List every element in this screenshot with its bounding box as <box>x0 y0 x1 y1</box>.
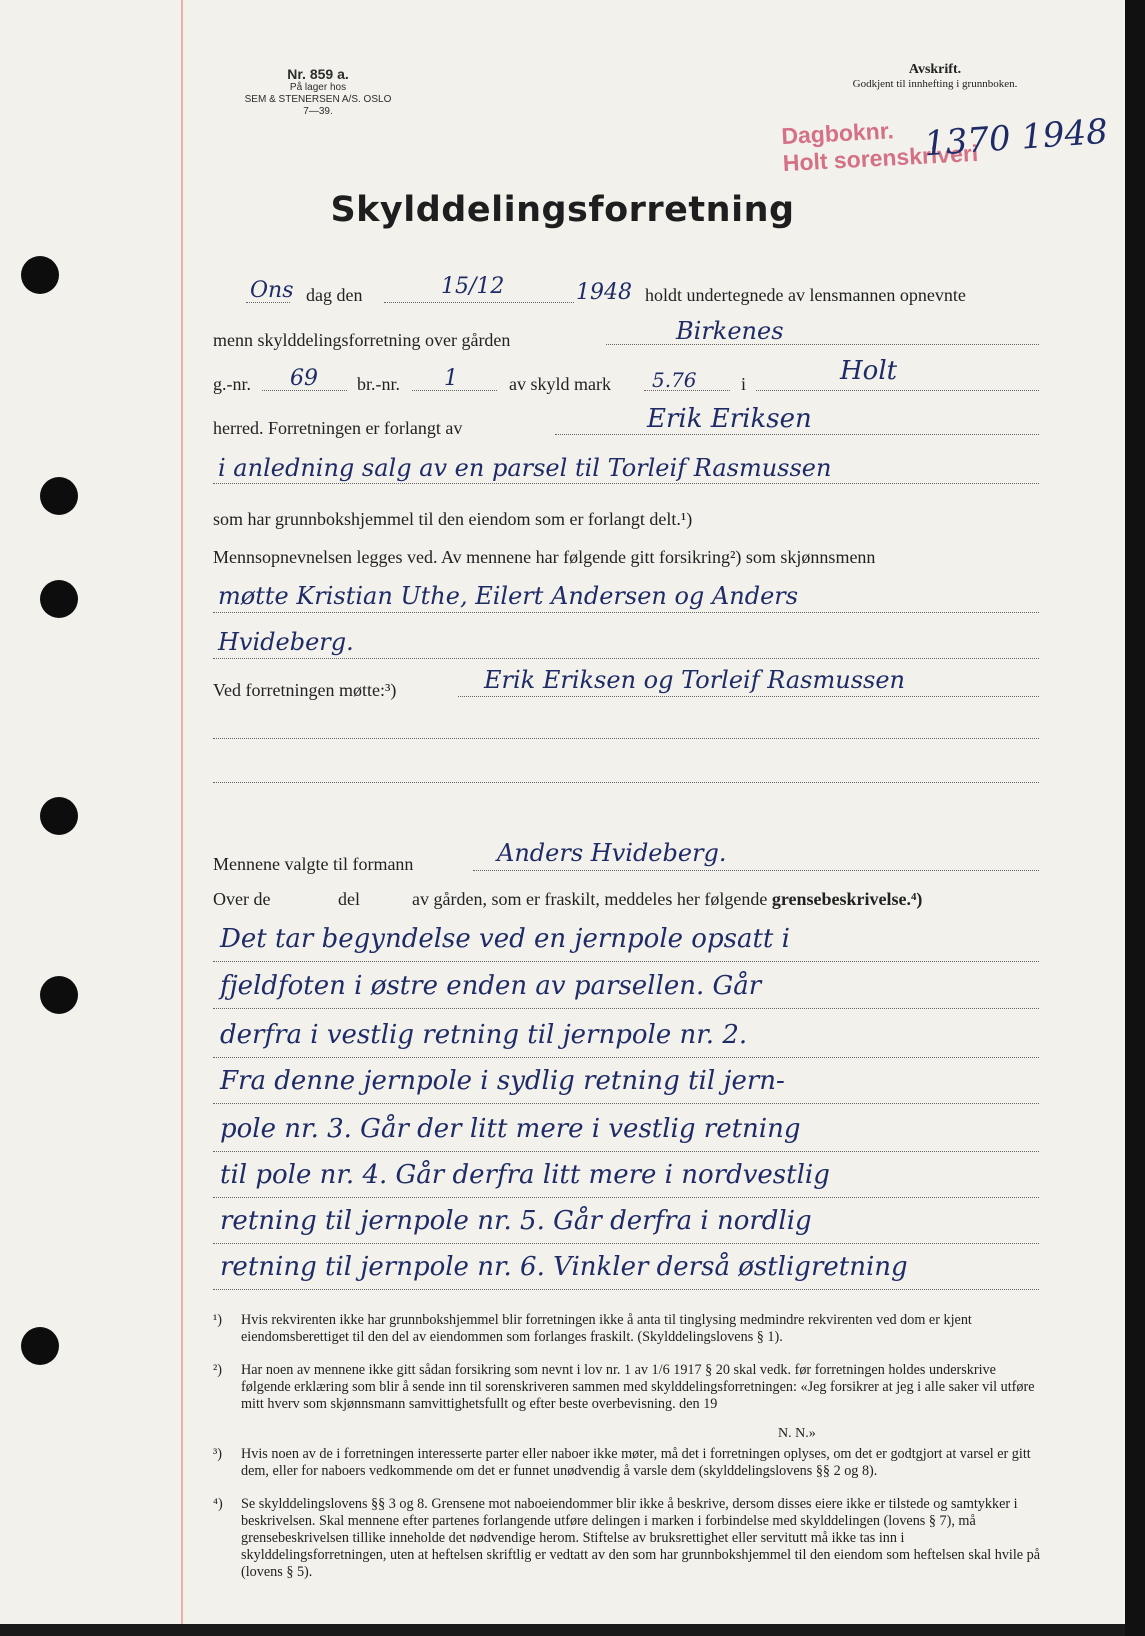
hw-year: 1948 <box>576 280 632 305</box>
line11-text: Mennene valgte til formann <box>213 854 414 874</box>
avskrift-heading: Avskrift. <box>908 62 962 77</box>
avskrift-block <box>820 62 1050 90</box>
fill-line <box>213 1197 1039 1198</box>
fill-line <box>213 782 1039 783</box>
scan-edge <box>1125 0 1145 1636</box>
line4-text: herred. Forretningen er forlangt av <box>213 418 463 438</box>
stamp-line-2: Holt sorenskriveri <box>782 139 979 177</box>
godkjent-text: Godkjent til innhefting i grunnboken. <box>852 78 1018 90</box>
fill-line <box>213 1057 1039 1058</box>
line12-rest: av gården, som er fraskilt, meddeles her følgende <box>412 889 768 909</box>
page-title: Skylddelingsforretning <box>330 190 795 230</box>
label-brnr: br.-nr. <box>357 374 400 394</box>
label-gnr: g.-nr. <box>213 374 251 394</box>
hw-present: Erik Eriksen og Torleif Rasmussen <box>484 666 905 694</box>
printer-imprint <box>228 66 408 118</box>
footnote-num: ⁴) <box>213 1496 223 1512</box>
fill-line <box>213 1289 1039 1290</box>
punch-hole <box>40 797 78 835</box>
hw-chairman: Anders Hvideberg. <box>497 839 727 867</box>
line12-bold: grensebeskrivelse.⁴) <box>771 889 923 909</box>
description-line: fjeldfoten i østre enden av parsellen. Går <box>220 971 762 1001</box>
signature-placeholder: N. N.» <box>778 1426 816 1441</box>
hw-date: 15/12 <box>441 274 505 299</box>
description-line: retning til jernpole nr. 6. Vinkler derså østligretning <box>220 1252 908 1282</box>
hw-gnr: 69 <box>290 366 318 391</box>
printer-name: SEM & STENERSEN A/S. OSLO <box>244 94 392 105</box>
description-line: Det tar begyndelse ved en jernpole opsatt i <box>220 924 790 954</box>
fill-line <box>213 1151 1039 1152</box>
line10-text: Ved forretningen møtte:³) <box>213 680 397 700</box>
punch-hole <box>21 256 59 294</box>
hw-appraisers-cont: Hvideberg. <box>218 628 354 656</box>
fill-line <box>213 961 1039 962</box>
footnote-text: Hvis rekvirenten ikke har grunnbokshjemmel blir forretningen ikke å anta til tinglysing medmindre rekvirenten ved dom er kjent eiendomsberettiget til den del av eiendommen som forlanges fraskilt. (Skylddelingslovens § 1). <box>241 1312 972 1345</box>
fill-line <box>644 390 730 391</box>
printer-date: 7—39. <box>303 106 333 117</box>
fill-line <box>555 434 1039 435</box>
label-skyld: av skyld mark <box>509 374 611 394</box>
label-i: i <box>741 374 747 394</box>
footnote-4 <box>213 1496 1043 1581</box>
fill-line <box>606 344 1039 345</box>
line7-text: Mennsopnevnelsen legges ved. Av mennene har følgende gitt forsikring²) som skjønnsmenn <box>213 547 876 567</box>
line6-text: som har grunnbokshjemmel til den eiendom som er forlangt delt.¹) <box>213 509 693 529</box>
form-number: Nr. 859 a. <box>287 66 349 82</box>
stamp-handwritten-number: 1370 1948 <box>922 111 1110 165</box>
fill-line <box>458 696 1039 697</box>
footnote-text: Hvis noen av de i forretningen interesserte parter eller naboer ikke møter, må det i forretningen oplyses, om det er godtgjort at varsel er gitt dem, eller for naboers vedkommende om det er funnet unødvendig å varsle dem (skylddelingslovens §§ 2 og 8). <box>241 1446 1031 1479</box>
fill-line <box>213 1008 1039 1009</box>
footnote-text: Har noen av mennene ikke gitt sådan forsikring som nevnt i lov nr. 1 av 1/6 1917 § 20 skal vedk. før forretningen holdes underskrive følgende erklæring som blir å sende inn til sorenskriveren sammen med skylddelingsforretningen: «Jeg forsikrer at jeg i alle saker vil utføre mitt hverv som skjønnsmann samvittighetsfullt og efter beste overbevisning. den 19 <box>241 1362 1035 1412</box>
punch-hole <box>21 1327 59 1365</box>
hw-brnr: 1 <box>444 366 458 391</box>
hw-requester: Erik Eriksen <box>647 404 812 434</box>
footnote-1 <box>213 1312 1043 1346</box>
punch-hole <box>40 477 78 515</box>
fill-line <box>384 302 574 303</box>
description-line: pole nr. 3. Går der litt mere i vestlig retning <box>220 1114 801 1144</box>
fill-line <box>473 870 1039 871</box>
hw-occasion: i anledning salg av en parsel til Torleif Rasmussen <box>218 454 832 482</box>
footnote-text: Se skylddelingslovens §§ 3 og 8. Grensene mot naboeiendommer blir ikke å beskrive, dersom disses eiere ikke er tilstede og samtykker i beskrivelsen. Skal mennene efter partenes forlangende utføre delingen i marken i forbindelse med skylddelingen (lovens § 7), må grensebeskrivelsen tillike inneholde det nødvendige herom. Stiftelse av bruksrettighet eller servitutt må ikke tas inn i skylddelingsforretningen, uten at heftelsen skriftlig er vedtatt av den som har grunnbokshjemmel til den eiendom som heftelsen skal hvile på (lovens § 5). <box>241 1496 1041 1580</box>
footnote-num: ³) <box>213 1446 222 1462</box>
fill-line <box>412 390 497 391</box>
fill-line <box>213 738 1039 739</box>
fill-line <box>213 1103 1039 1104</box>
hw-place: Holt <box>840 356 898 386</box>
fill-line <box>213 658 1039 659</box>
description-line: til pole nr. 4. Går derfra litt mere i nordvestlig <box>220 1160 830 1190</box>
hw-skyld: 5.76 <box>652 368 697 392</box>
punch-hole <box>40 580 78 618</box>
footnote-3 <box>213 1446 1043 1480</box>
label-del: del <box>338 889 360 909</box>
footnote-num: ²) <box>213 1362 222 1378</box>
margin-line <box>181 0 183 1624</box>
fill-line <box>246 302 290 303</box>
label-dag-den: dag den <box>306 285 363 305</box>
footnote-num: ¹) <box>213 1312 222 1328</box>
printer-line: På lager hos <box>289 82 347 93</box>
label-over-de: Over de <box>213 889 271 909</box>
description-line: derfra i vestlig retning til jernpole nr. 2. <box>220 1020 748 1050</box>
stamp-line-1: Dagboknr. <box>780 117 895 150</box>
hw-farm: Birkenes <box>676 317 784 345</box>
line12-text <box>412 889 922 910</box>
fill-line <box>213 1243 1039 1244</box>
description-line: retning til jernpole nr. 5. Går derfra i nordlig <box>220 1206 812 1236</box>
description-line: Fra denne jernpole i sydlig retning til jern- <box>220 1066 785 1096</box>
fill-line <box>262 390 347 391</box>
line1-text: holdt undertegnede av lensmannen opnevnte <box>645 285 966 305</box>
line2-text: menn skylddelingsforretning over gården <box>213 330 511 350</box>
hw-weekday: Ons <box>250 278 294 303</box>
footnote-2 <box>213 1362 1043 1413</box>
fill-line <box>756 390 1039 391</box>
hw-appraisers: møtte Kristian Uthe, Eilert Andersen og Anders <box>218 582 799 610</box>
punch-hole <box>40 976 78 1014</box>
fill-line <box>213 483 1039 484</box>
fill-line <box>213 612 1039 613</box>
